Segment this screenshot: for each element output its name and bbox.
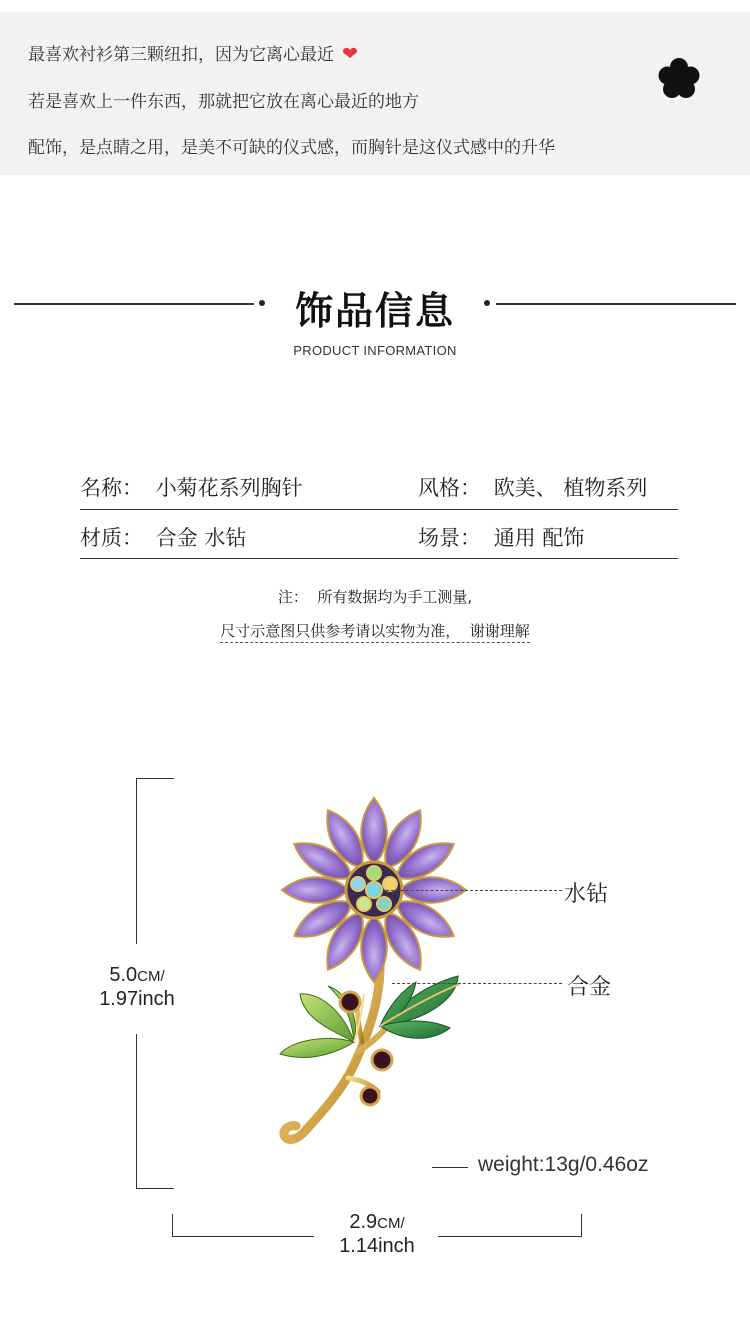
width-unit: CM/ (377, 1215, 405, 1232)
intro-line-2: 若是喜欢上一件东西，那就把它放在离心最近的地方 (28, 92, 419, 112)
rhinestone-leader (386, 890, 562, 891)
flower-icon (656, 56, 702, 102)
height-cap-bottom (136, 1188, 174, 1189)
intro-line-1-text: 最喜欢衬衫第三颗纽扣，因为它离心最近 (28, 45, 334, 65)
height-inch: 1.97inch (99, 988, 175, 1010)
style-value: 欧美、 植物系列 (493, 476, 648, 500)
width-line-right (438, 1236, 582, 1237)
heart-icon: ❤ (342, 43, 358, 65)
width-inch: 1.14inch (339, 1235, 415, 1257)
width-line-left (172, 1236, 314, 1237)
petal (282, 877, 348, 903)
alloy-callout: 合金 (567, 975, 612, 1000)
petal (361, 798, 387, 864)
rhinestone-callout: 水钻 (564, 882, 609, 907)
note-line-1: 注： 所有数据均为手工测量, (277, 588, 473, 606)
section-title: 饰品信息 (294, 289, 455, 333)
section-subtitle: PRODUCT INFORMATION (293, 343, 457, 358)
scene-label: 场景： (418, 526, 481, 550)
height-cap-top (136, 778, 174, 779)
note-line-2-text: 尺寸示意图只供参考请以实物为准， 谢谢理解 (220, 622, 530, 643)
intro-line-3: 配饰，是点睛之用，是美不可缺的仪式感，而胸针是这仪式感中的升华 (28, 138, 555, 158)
height-value: 5.0 (109, 964, 138, 986)
info-scene (418, 522, 584, 552)
note-line-2 (0, 620, 750, 641)
style-label: 风格： (418, 476, 481, 500)
alloy-leader (392, 983, 562, 984)
title-rule-right (496, 303, 736, 305)
intro-line-1 (28, 40, 358, 65)
brooch-image (262, 780, 482, 1152)
width-cap-right (581, 1214, 582, 1236)
height-unit: CM/ (137, 968, 165, 985)
material-label: 材质： (80, 526, 143, 550)
material-value: 合金 水钻 (155, 526, 247, 550)
width-label (322, 1211, 432, 1258)
height-line-top (136, 778, 137, 944)
info-name (80, 472, 303, 502)
info-material (80, 522, 246, 552)
weight-label: weight:13g/0.46oz (478, 1153, 649, 1176)
title-dot-right (484, 300, 490, 306)
height-label (92, 964, 182, 1011)
scene-value: 通用 配饰 (493, 526, 585, 550)
info-rule-1 (80, 509, 678, 510)
name-label: 名称： (80, 476, 143, 500)
name-value: 小菊花系列胸针 (155, 476, 303, 500)
info-rule-2 (80, 558, 678, 559)
info-style (418, 472, 647, 502)
width-cap-left (172, 1214, 173, 1236)
width-value: 2.9 (349, 1211, 378, 1233)
right-leaf (380, 976, 460, 1038)
weight-dash (432, 1167, 468, 1168)
height-line-bottom (136, 1034, 137, 1189)
